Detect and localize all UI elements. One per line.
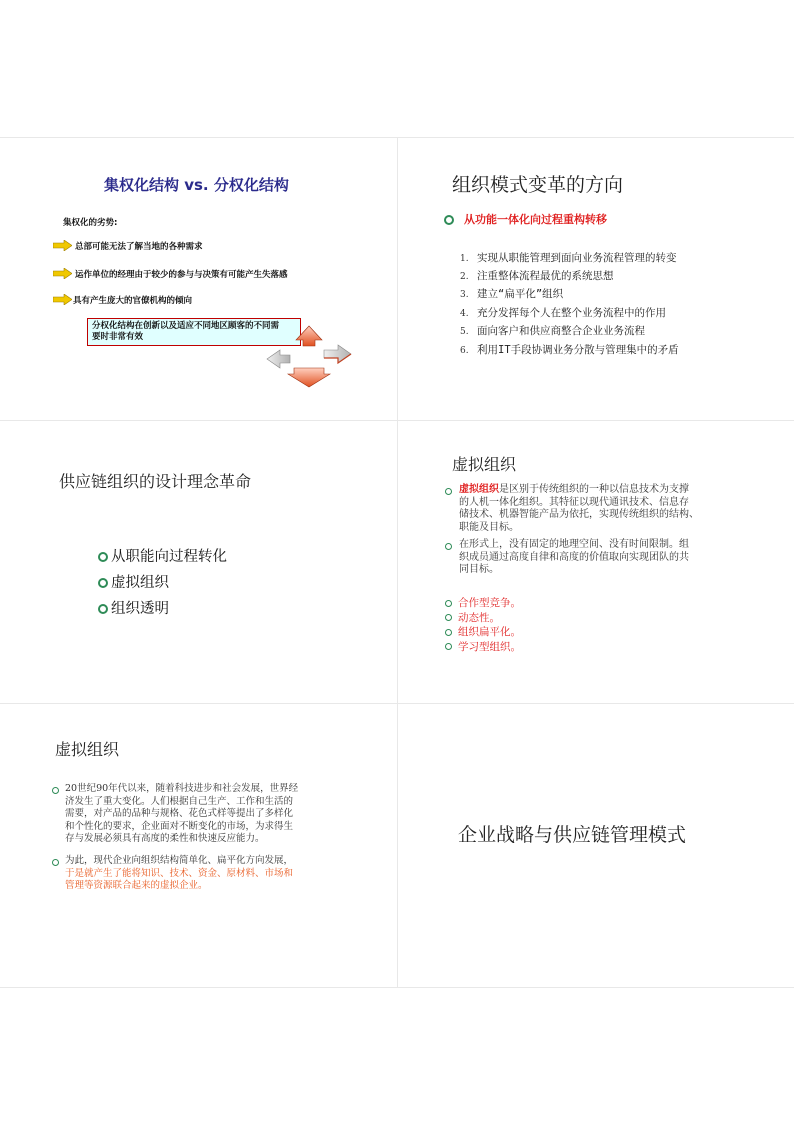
p1-line: 20世纪90年代以来，随着科技进步和社会发展，世界经 <box>65 783 299 794</box>
direction-arrows-icon <box>264 322 354 388</box>
p1-line: 需要，对产品的品种与规格、花色式样等提出了多样化 <box>65 808 294 819</box>
circle-bullet-icon <box>98 552 108 562</box>
p2-line: 同目标。 <box>459 564 499 575</box>
circle-bullet-icon <box>98 604 108 614</box>
slide1-subtitle: 集权化的劣势: <box>63 218 118 228</box>
feature-text: 组织扁平化。 <box>458 626 521 638</box>
feature-item <box>445 625 521 640</box>
list-number: 6. <box>460 346 469 356</box>
feature-text: 动态性。 <box>458 611 500 624</box>
slide4-title: 虚拟组织 <box>452 455 517 474</box>
circle-bullet-icon <box>445 543 452 550</box>
list-number: 3. <box>460 290 469 300</box>
slide3-item-text: 组织透明 <box>111 601 169 617</box>
slide3-item <box>98 597 169 618</box>
yellow-arrow-icon <box>53 294 72 305</box>
slide2-highlight <box>444 211 607 227</box>
slide2-list-item <box>460 305 666 320</box>
p1-line: 和个性化的要求，企业面对不断变化的市场，为求得生 <box>65 820 294 832</box>
list-text: 面向客户和供应商整合企业业务流程 <box>477 325 645 337</box>
slide2-list-item <box>460 268 614 283</box>
circle-bullet-icon <box>445 643 452 650</box>
callout-line-1: 分权化结构在创新以及适应不同地区顾客的不同需 <box>92 321 280 331</box>
p1-line: 储技术、机器智能产品为依托，实现传统组织的结构、 <box>459 509 699 520</box>
slide4-feature-list <box>445 596 521 654</box>
feature-text: 合作型竞争。 <box>458 597 521 609</box>
p2-line-highlight: 于是就产生了能将知识、技术、资金、原材料、市场和 <box>65 867 294 879</box>
virtual-org-term: 虚拟组织 <box>459 484 499 495</box>
grid-line-top <box>0 137 794 138</box>
slide1-item-text: 具有产生庞大的官僚机构的倾向 <box>73 296 193 306</box>
slide2-list-item <box>460 342 679 357</box>
yellow-arrow-icon <box>53 268 72 279</box>
circle-bullet-icon <box>52 787 59 794</box>
p2-line: 为此，现代企业向组织结构简单化、扁平化方向发展， <box>65 855 294 866</box>
list-number: 2. <box>460 272 469 282</box>
list-text: 实现从职能管理到面向业务流程管理的转变 <box>477 252 677 264</box>
slide1-item-text: 总部可能无法了解当地的各种需求 <box>75 242 203 252</box>
circle-bullet-icon <box>445 600 452 607</box>
circle-bullet-icon <box>98 578 108 588</box>
slide4-paragraph-2 <box>459 539 689 577</box>
p1-line: 职能及目标。 <box>459 521 519 533</box>
slide2-highlight-text: 从功能一体化向过程重构转移 <box>464 213 607 226</box>
yellow-arrow-icon <box>53 240 72 251</box>
list-text: 建立“扁平化”组织 <box>477 288 564 300</box>
p1-line: 是区别于传统组织的一种以信息技术为支撑 <box>499 484 689 495</box>
grid-line-1 <box>0 420 794 421</box>
list-text: 注重整体流程最优的系统思想 <box>477 270 614 282</box>
grid-line-2 <box>0 703 794 704</box>
slide1-item-text: 运作单位的经理由于较少的参与与决策有可能产生失落感 <box>75 270 288 280</box>
slide5-paragraph-1 <box>65 783 298 846</box>
feature-text: 学习型组织。 <box>458 640 521 653</box>
p1-line: 的人机一体化组织。其特征以现代通讯技术、信息存 <box>459 496 689 508</box>
slide2-list-item <box>460 323 645 338</box>
circle-bullet-icon <box>445 488 452 495</box>
feature-item <box>445 640 521 655</box>
feature-item <box>445 596 521 611</box>
p1-line: 存与发展必须具有高度的柔性和快速反应能力。 <box>65 833 265 844</box>
slide5-paragraph-2 <box>65 855 293 893</box>
circle-bullet-icon <box>52 859 59 866</box>
slide3-item-text: 从职能向过程转化 <box>111 549 227 565</box>
circle-bullet-icon <box>445 614 452 621</box>
slide3-item <box>98 545 227 566</box>
p1-line: 济发生了重大变化。人们根据自己生产、工作和生活的 <box>65 795 294 807</box>
slide3-title: 供应链组织的设计理念革命 <box>59 472 252 491</box>
p2-line-highlight: 管理等资源联合起来的虚拟企业。 <box>65 880 208 891</box>
circle-bullet-icon <box>444 215 454 225</box>
grid-vertical <box>397 137 398 987</box>
slide2-list-item <box>460 250 677 265</box>
slide3-item-text: 虚拟组织 <box>111 575 169 591</box>
circle-bullet-icon <box>445 629 452 636</box>
p2-line: 在形式上，没有固定的地理空间、没有时间限制。组 <box>459 539 689 550</box>
slide5-title: 虚拟组织 <box>55 740 120 759</box>
slide4-paragraph-1 <box>459 484 699 534</box>
list-number: 5. <box>460 327 469 337</box>
list-text: 利用IT手段协调业务分散与管理集中的矛盾 <box>477 344 679 356</box>
list-text: 充分发挥每个人在整个业务流程中的作用 <box>477 307 666 319</box>
slide2-title: 组织模式变革的方向 <box>452 174 624 196</box>
list-number: 1. <box>460 254 469 264</box>
slide2-list-item <box>460 286 563 301</box>
grid-line-bottom <box>0 987 794 988</box>
list-number: 4. <box>460 309 469 319</box>
slide3-item <box>98 571 169 592</box>
slide6-title: 企业战略与供应链管理模式 <box>458 824 687 846</box>
slide1-title: 集权化结构 vs. 分权化结构 <box>104 176 289 194</box>
p2-line: 织成员通过高度自律和高度的价值取向实现团队的共 <box>459 551 689 563</box>
feature-item <box>445 611 521 626</box>
callout-line-2: 要时非常有效 <box>92 332 144 342</box>
